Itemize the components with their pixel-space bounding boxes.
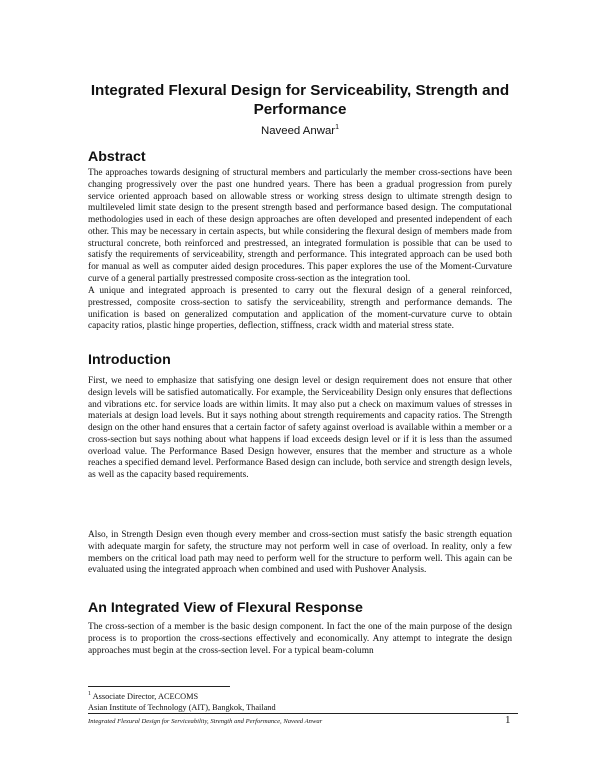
page-number: 1 bbox=[505, 714, 511, 726]
abstract-paragraph-2: A unique and integrated approach is presented to carry out the flexural design of a general reinforced, prestressed, composite cross-section to satisfy the serviceability, strength and performance demands. The unification is based on generalized computation and application of the moment-curvature curve to obtain capacity ratios, plastic hinge properties, deflection, stiffness, crack width and material stress state. bbox=[88, 286, 512, 332]
author-footnote-mark: 1 bbox=[335, 124, 339, 131]
footnote-line-2: Asian Institute of Technology (AIT), Bangkok, Thailand bbox=[88, 702, 276, 712]
section-heading-abstract: Abstract bbox=[88, 149, 146, 165]
author-name: Naveed Anwar bbox=[261, 124, 336, 137]
author-line bbox=[78, 121, 522, 138]
running-footer-title: Integrated Flexural Design for Serviceability, Strength and Performance, Naveed Anwar bbox=[88, 718, 323, 725]
integrated-view-paragraph-1: The cross-section of a member is the basic design component. In fact the one of the main purpose of the design process is to proportion the cross-sections effectively and economically. Any attempt to integrate the design approaches must begin at the cross-section level. For a typical beam-column bbox=[88, 622, 512, 656]
footnote-mark: 1 bbox=[88, 691, 91, 697]
abstract-paragraph-1: The approaches towards designing of structural members and particularly the member cross-sections have been changing progressively over the past one hundred years. There has been a gradual progression from purely service oriented approach based on allowable stress or working stress design to ultimate strength design to multileveled limit state design to the present strength based and performance based design. The computational methodologies used in each of these design approaches are often developed and presented independent of each other. This may be necessary in certain aspects, but while considering the flexural design of members made from structural concrete, both reinforced and prestressed, an integrated formulation is possible that can be used to satisfy the requirements of serviceability, strength and performance. This integrated approach can be used both for manual as well as computer aided design procedures. This paper explores the use of the Moment-Curvature curve of a general partially prestressed composite cross-section as the integration tool. bbox=[88, 168, 512, 284]
section-heading-integrated-view: An Integrated View of Flexural Response bbox=[88, 600, 363, 616]
footnote bbox=[88, 689, 512, 713]
footnote-line-1: Associate Director, ACECOMS bbox=[92, 691, 199, 701]
paper-title: Integrated Flexural Design for Serviceability, Strength and Performance bbox=[90, 82, 510, 118]
section-heading-introduction: Introduction bbox=[88, 352, 171, 368]
footnote-divider bbox=[88, 686, 230, 687]
footer-divider bbox=[88, 713, 518, 714]
introduction-paragraph-2: Also, in Strength Design even though every member and cross-section must satisfy the basic strength equation with adequate margin for safety, the structure may not perform well in case of overload. In reality, only a few members on the critical load path may need to perform well for the structure to perform well. This again can be evaluated using the integrated approach when combined and used with Pushover Analysis. bbox=[88, 530, 512, 576]
introduction-paragraph-1: First, we need to emphasize that satisfying one design level or design requirement does not ensure that other design levels will be satisfied automatically. For example, the Serviceability Design only ensures that deflections and vibrations etc. for service loads are within limits. It may also put a check on maximum values of stresses in materials at design load levels. But it says nothing about strength requirements and capacity ratios. The Strength design on the other hand ensures that a certain factor of safety against overload is available within a member or a cross-section but says nothing about what happens if load exceeds design level or if it is less than the assumed overload value. The Performance Based Design however, ensures that the member and structure as a whole reaches a specified demand level. Performance Based design can include, both service and strength design levels, as well as the capacity based requirements. bbox=[88, 376, 512, 480]
